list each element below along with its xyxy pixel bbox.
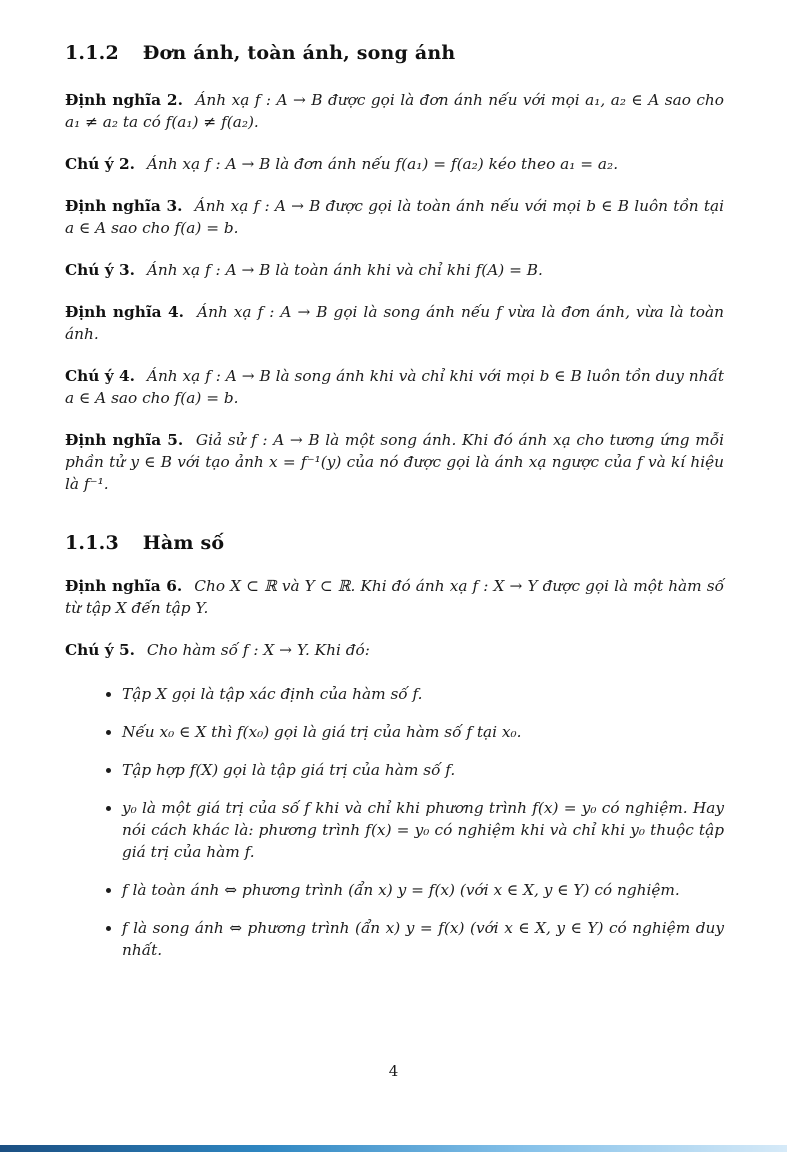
bullet-item: • Nếu x₀ ∈ X thì f(x₀) gọi là giá trị của hàm số f tại x₀. bbox=[122, 721, 724, 743]
paragraph-dinh-nghia-3 bbox=[65, 195, 724, 239]
paragraph-dinh-nghia-5 bbox=[65, 429, 724, 495]
paragraph-dinh-nghia-6 bbox=[65, 575, 724, 619]
bullet-item: • f là song ánh ⇔ phương trình (ẩn x) y = f(x) (với x ∈ X, y ∈ Y) có nghiệm duy nhất. bbox=[122, 917, 724, 961]
page-number: 4 bbox=[388, 1062, 399, 1080]
paragraph-text: Giả sử f : A → B là một song ánh. Khi đó ánh xạ cho tương ứng mỗi phần tử y ∈ B với tạo ảnh x = f⁻¹(y) của nó được gọi là ánh xạ ngược của f và kí hiệu là f⁻¹. bbox=[65, 431, 724, 493]
paragraph-text: Ánh xạ f : A → B là toàn ánh khi và chỉ khi f(A) = B. bbox=[146, 261, 543, 279]
paragraph-label: Định nghĩa 4. bbox=[65, 303, 185, 321]
paragraph-label: Chú ý 2. bbox=[65, 155, 135, 173]
section-heading-1-1-3 bbox=[65, 532, 724, 554]
paragraph-label: Định nghĩa 6. bbox=[65, 577, 183, 595]
paragraph-dinh-nghia-4 bbox=[65, 301, 724, 345]
bullet-item: • Tập X gọi là tập xác định của hàm số f. bbox=[122, 683, 724, 705]
section-heading-1-1-2 bbox=[65, 42, 724, 64]
paragraph-text: Cho hàm số f : X → Y. Khi đó: bbox=[146, 641, 370, 659]
bullet-list bbox=[65, 683, 724, 961]
section-title: Đơn ánh, toàn ánh, song ánh bbox=[142, 42, 456, 64]
bullet-item: • y₀ là một giá trị của số f khi và chỉ khi phương trình f(x) = y₀ có nghiệm. Hay nói cách khác là: phương trình f(x) = y₀ có nghiệm khi và chỉ khi y₀ thuộc tập giá trị của hàm f. bbox=[122, 797, 724, 863]
paragraph-chu-y-5 bbox=[65, 639, 724, 661]
paragraph-text: Ánh xạ f : A → B là đơn ánh nếu f(a₁) = f(a₂) kéo theo a₁ = a₂. bbox=[146, 155, 619, 173]
paragraph-label: Định nghĩa 3. bbox=[65, 197, 183, 215]
section-title: Hàm số bbox=[142, 532, 225, 554]
paragraph-label: Chú ý 5. bbox=[65, 641, 135, 659]
paragraph-label: Chú ý 3. bbox=[65, 261, 135, 279]
paragraph-chu-y-2 bbox=[65, 153, 724, 175]
paragraph-text: Ánh xạ f : A → B gọi là song ánh nếu f vừa là đơn ánh, vừa là toàn ánh. bbox=[65, 303, 724, 343]
paragraph-label: Định nghĩa 5. bbox=[65, 431, 184, 449]
paragraph-chu-y-4 bbox=[65, 365, 724, 409]
paragraph-text: Ánh xạ f : A → B được gọi là đơn ánh nếu với mọi a₁, a₂ ∈ A sao cho a₁ ≠ a₂ ta có f(a₁) ≠ f(a₂). bbox=[65, 91, 724, 131]
bullet-item: • Tập hợp f(X) gọi là tập giá trị của hàm số f. bbox=[122, 759, 724, 781]
paragraph-label: Định nghĩa 2. bbox=[65, 91, 183, 109]
paragraph-text: Ánh xạ f : A → B được gọi là toàn ánh nếu với mọi b ∈ B luôn tồn tại a ∈ A sao cho f(a) = b. bbox=[65, 197, 724, 237]
paragraph-label: Chú ý 4. bbox=[65, 367, 135, 385]
footer-accent-bar bbox=[0, 1145, 787, 1152]
paragraph-text: Cho X ⊂ ℝ và Y ⊂ ℝ. Khi đó ánh xạ f : X → Y được gọi là một hàm số từ tập X đến tập Y. bbox=[65, 577, 724, 617]
section-number: 1.1.2 bbox=[65, 42, 119, 64]
section-number: 1.1.3 bbox=[65, 532, 119, 554]
paragraph-text: Ánh xạ f : A → B là song ánh khi và chỉ khi với mọi b ∈ B luôn tồn duy nhất a ∈ A sao cho f(a) = b. bbox=[65, 367, 724, 407]
paragraph-chu-y-3 bbox=[65, 259, 724, 281]
paragraph-dinh-nghia-2 bbox=[65, 89, 724, 133]
bullet-item: • f là toàn ánh ⇔ phương trình (ẩn x) y = f(x) (với x ∈ X, y ∈ Y) có nghiệm. bbox=[122, 879, 724, 901]
